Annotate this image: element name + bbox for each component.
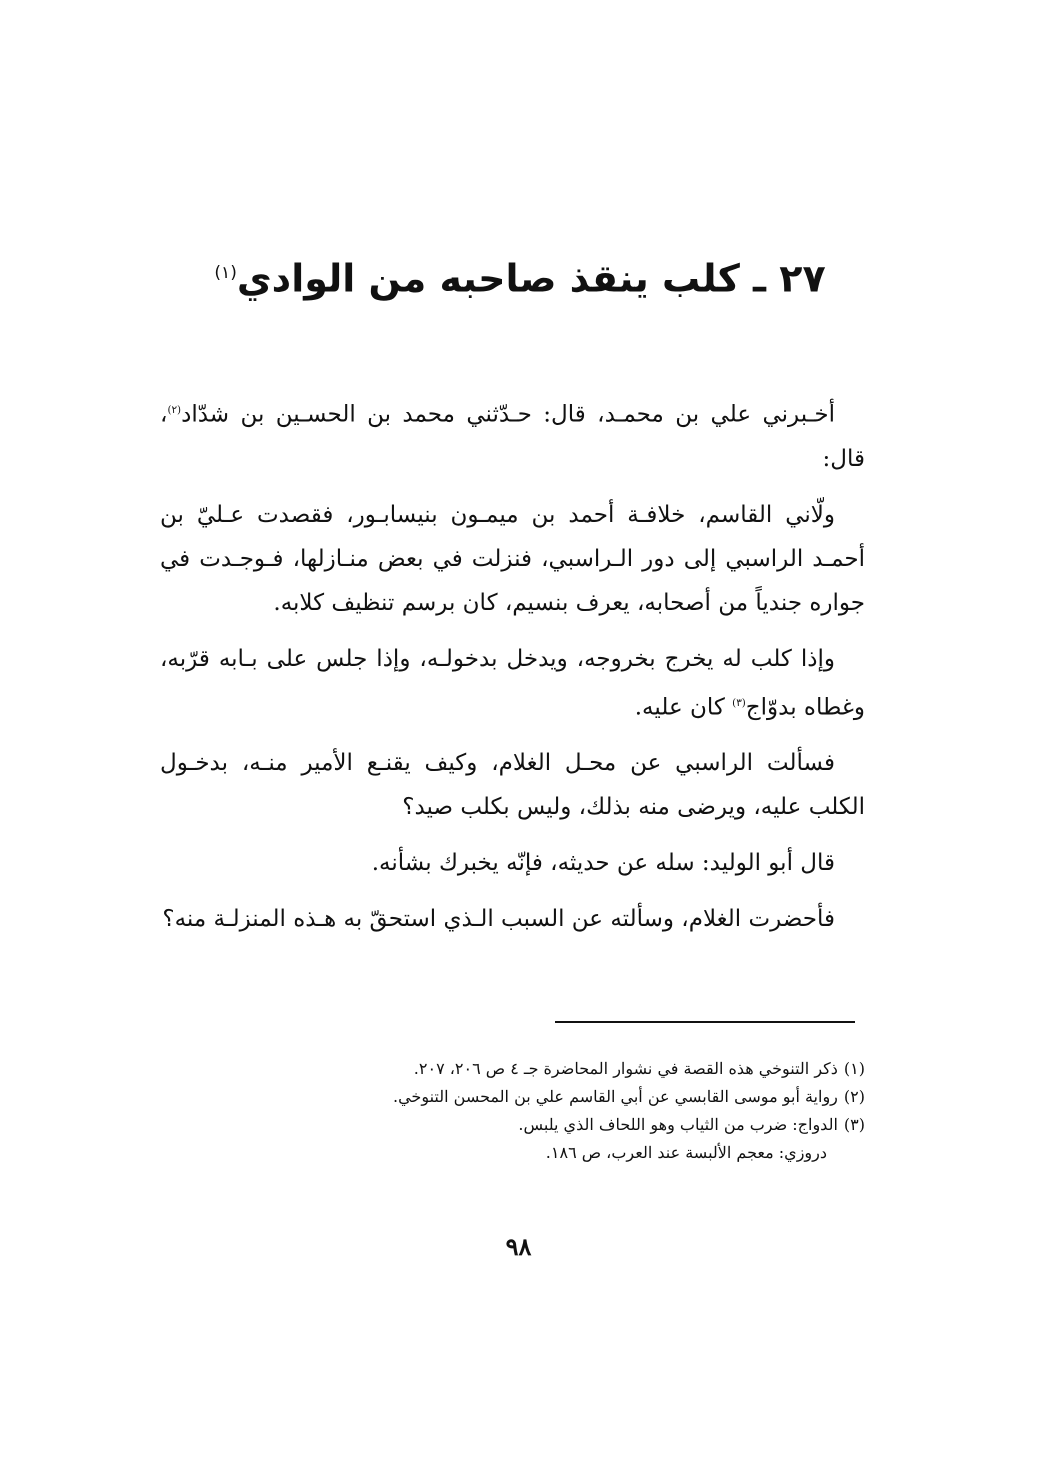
footnote-separator xyxy=(555,1021,855,1023)
footnote-3 xyxy=(160,1111,865,1139)
body-text xyxy=(160,388,865,953)
footnote-2-number: (٢) xyxy=(843,1087,865,1106)
footnote-2-text: رواية أبو موسى القابسي عن أبي القاسم علي بن المحسن التنوخي. xyxy=(393,1087,838,1106)
footnote-3-number: (٣) xyxy=(843,1115,865,1134)
paragraph-2 xyxy=(160,493,865,625)
paragraph-6-text: فأحضرت الغلام، وسألته عن السبب الـذي استحقّ به هـذه المنزلـة منه؟ xyxy=(162,906,835,933)
footnote-1-number: (١) xyxy=(843,1059,865,1078)
paragraph-3 xyxy=(160,637,865,730)
paragraph-6 xyxy=(160,897,865,941)
paragraph-3-text: وإذا كلب له يخرج بخروجه، ويدخل بدخولـه، وإذا جلس على بـابه قرّبه، وغطاه بدوّاج xyxy=(160,645,865,721)
chapter-title-text: ٢٧ ـ كلب ينقذ صاحبه من الوادي xyxy=(236,256,826,301)
paragraph-2-text: ولّاني القاسم، خلافـة أحمد بن ميمـون بنيسابـور، فقصدت عـليّ بن أحمـد الراسبي إلى دور الـراسبي، فنزلت في بعض منـازلها، فـوجـدت في جواره جندياً من أصحابه، يعرف بنسيم، كان برسم تنظيف كلابه. xyxy=(160,501,865,616)
paragraph-3-tail: كان عليه. xyxy=(634,694,733,721)
footnote-ref-1: (١) xyxy=(214,263,237,283)
paragraph-1 xyxy=(160,388,865,481)
page-number: ٩٨ xyxy=(505,1232,532,1261)
paragraph-1-text: أخـبرني علي بن محمـد، قال: حـدّثني محمد بن الحسـين بن شدّاد xyxy=(181,401,835,428)
paragraph-1-tail: ، قال: xyxy=(160,401,865,472)
paragraph-5 xyxy=(160,841,865,885)
footnote-3-continuation: دروزي: معجم الألبسة عند العرب، ص ١٨٦. xyxy=(545,1143,827,1162)
paragraph-4-text: فسألت الراسبي عن محـل الغلام، وكيف يقنـع الأمير منـه، بدخـول الكلب عليه، ويرضى منه بذلك، وليس بكلب صيد؟ xyxy=(160,750,865,821)
footnote-1 xyxy=(160,1055,865,1083)
footnote-ref-2: (٢) xyxy=(167,404,182,416)
paragraph-4 xyxy=(160,741,865,829)
paragraph-5-text: قال أبو الوليد: سله عن حديثه، فإنّه يخبرك بشأنه. xyxy=(371,850,835,877)
footnote-3-text: الدواج: ضرب من الثياب وهو اللحاف الذي يلبس. xyxy=(518,1115,838,1134)
footnotes xyxy=(160,1055,865,1167)
chapter-title xyxy=(150,248,890,304)
footnote-2 xyxy=(160,1083,865,1111)
footnote-1-text: ذكر التنوخي هذه القصة في نشوار المحاضرة جـ ٤ ص ٢٠٦، ٢٠٧. xyxy=(413,1059,838,1078)
footnote-ref-3: (٣) xyxy=(732,696,746,709)
